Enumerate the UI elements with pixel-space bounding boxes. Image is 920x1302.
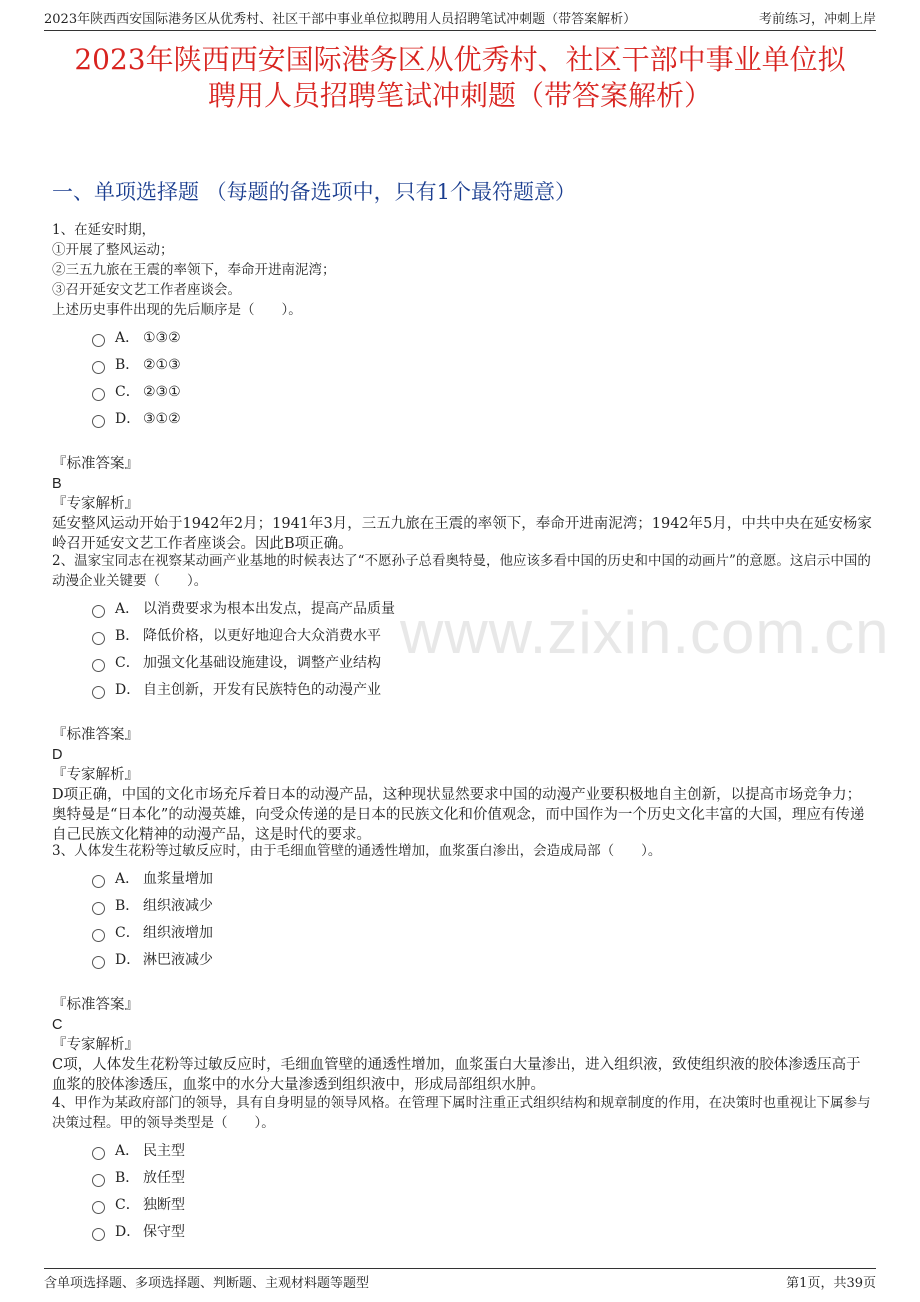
answer-label: 『标准答案』 [52, 997, 139, 1013]
header-doc-title: 2023年陕西西安国际港务区从优秀村、社区干部中事业单位拟聘用人员招聘笔试冲刺题（带答案解析） [44, 12, 637, 27]
option-letter: A． [115, 1142, 140, 1159]
radio-icon[interactable] [92, 632, 105, 645]
question-text-line: 3、人体发生花粉等过敏反应时，由于毛细血管壁的通透性增加，血浆蛋白渗出，会造成局部（ ）。 [52, 843, 662, 859]
option-text: 独断型 [143, 1196, 185, 1213]
option-d[interactable] [52, 946, 874, 973]
question-2 [52, 551, 874, 845]
explain-text: C项，人体发生花粉等过敏反应时，毛细血管壁的通透性增加，血浆蛋白大量渗出，进入组织液，致使组织液的胶体渗透压高于血浆的胶体渗透压，血浆中的水分大量渗透到组织液中，形成局部组织水肿。 [52, 1057, 861, 1093]
option-letter: B． [115, 897, 140, 914]
radio-icon[interactable] [92, 929, 105, 942]
radio-icon[interactable] [92, 902, 105, 915]
option-text: 血浆量增加 [143, 870, 213, 887]
option-letter: B． [115, 627, 140, 644]
answer-value: D [52, 747, 63, 763]
option-letter: B． [115, 356, 140, 373]
document-title [40, 42, 880, 114]
option-letter: D． [115, 1223, 141, 1240]
option-a[interactable] [52, 595, 874, 622]
radio-icon[interactable] [92, 686, 105, 699]
option-b[interactable] [52, 622, 874, 649]
option-text: ②③① [143, 383, 181, 400]
option-d[interactable] [52, 1218, 874, 1245]
answer-block [52, 725, 874, 785]
option-c[interactable] [52, 919, 874, 946]
question-text-line: 上述历史事件出现的先后顺序是（ ）。 [52, 302, 302, 318]
question-text-line: 4、甲作为某政府部门的领导，具有自身明显的领导风格。在管理下属时注重正式组织结构和规章制度的作用，在决策时也重视让下属参与决策过程。甲的领导类型是（ ）。 [52, 1095, 871, 1131]
option-d[interactable] [52, 405, 874, 432]
question-text-line: ③召开延安文艺工作者座谈会。 [52, 282, 241, 298]
option-letter: C． [115, 1196, 140, 1213]
explain-label: 『专家解析』 [52, 496, 139, 512]
document-title-line-1: 2023年陕西西安国际港务区从优秀村、社区干部中事业单位拟 [74, 43, 846, 76]
option-letter: C． [115, 654, 140, 671]
option-letter: D． [115, 951, 141, 968]
option-a[interactable] [52, 324, 874, 351]
option-letter: A． [115, 600, 140, 617]
page-number: 第1页，共39页 [786, 1276, 876, 1291]
footer-question-types: 含单项选择题、多项选择题、判断题、主观材料题等题型 [44, 1276, 370, 1291]
radio-icon[interactable] [92, 1174, 105, 1187]
explain-text: 延安整风运动开始于1942年2月；1941年3月，三五九旅在王震的率领下，奉命开进南泥湾；1942年5月，中共中央在延安杨家岭召开延安文艺工作者座谈会。因此B项正确。 [52, 516, 872, 552]
explain-label: 『专家解析』 [52, 1037, 139, 1053]
question-text-line: ②三五九旅在王震的率领下，奉命开进南泥湾； [52, 262, 336, 278]
option-list [52, 324, 874, 432]
radio-icon[interactable] [92, 361, 105, 374]
option-text: 保守型 [143, 1223, 185, 1240]
answer-label: 『标准答案』 [52, 727, 139, 743]
radio-icon[interactable] [92, 605, 105, 618]
radio-icon[interactable] [92, 334, 105, 347]
answer-value: C [52, 1017, 63, 1033]
option-text: 放任型 [143, 1169, 185, 1186]
question-text-line: 2、温家宝同志在视察某动画产业基地的时候表达了“不愿孙子总看奥特曼，他应该多看中国的历史和中国的动画片”的意愿。这启示中国的动漫企业关键要（ ）。 [52, 553, 871, 589]
option-b[interactable] [52, 1164, 874, 1191]
option-text: ②①③ [143, 356, 181, 373]
answer-block [52, 454, 874, 514]
radio-icon[interactable] [92, 956, 105, 969]
option-b[interactable] [52, 892, 874, 919]
radio-icon[interactable] [92, 415, 105, 428]
option-text: 淋巴液减少 [143, 951, 213, 968]
option-letter: A． [115, 329, 140, 346]
option-text: 组织液减少 [143, 897, 213, 914]
option-text: 民主型 [143, 1142, 185, 1159]
option-b[interactable] [52, 351, 874, 378]
option-c[interactable] [52, 378, 874, 405]
option-c[interactable] [52, 649, 874, 676]
answer-block [52, 995, 874, 1055]
answer-value: B [52, 476, 62, 492]
explain-text: D项正确，中国的文化市场充斥着日本的动漫产品，这种现状显然要求中国的动漫产业要积极地自主创新，以提高市场竞争力；奥特曼是“日本化”的动漫英雄，向受众传递的是日本的民族文化和价值观念，而中国作为一个历史文化丰富的大国，理应有传递自己民族文化精神的动漫产品，这是时代的要求。 [52, 787, 865, 843]
radio-icon[interactable] [92, 1228, 105, 1241]
radio-icon[interactable] [92, 659, 105, 672]
page-header [44, 8, 876, 31]
document-title-line-2: 聘用人员招聘笔试冲刺题（带答案解析） [207, 79, 712, 112]
answer-label: 『标准答案』 [52, 456, 139, 472]
page-footer [44, 1268, 876, 1291]
radio-icon[interactable] [92, 1201, 105, 1214]
question-3 [52, 841, 874, 1095]
watermark: www.zixin.com.cn [400, 599, 890, 666]
option-letter: C． [115, 383, 140, 400]
option-text: 降低价格，以更好地迎合大众消费水平 [143, 627, 381, 644]
section-heading: 一、单项选择题 （每题的备选项中，只有1个最符题意） [52, 180, 577, 204]
option-letter: B． [115, 1169, 140, 1186]
explain-label: 『专家解析』 [52, 767, 139, 783]
option-letter: D． [115, 681, 141, 698]
option-letter: C． [115, 924, 140, 941]
option-text: 以消费要求为根本出发点，提高产品质量 [143, 600, 395, 617]
radio-icon[interactable] [92, 1147, 105, 1160]
option-text: 组织液增加 [143, 924, 213, 941]
option-d[interactable] [52, 676, 874, 703]
option-list [52, 595, 874, 703]
question-text-line: ①开展了整风运动； [52, 242, 174, 258]
question-text-line: 1、在延安时期， [52, 222, 156, 238]
option-letter: D． [115, 410, 141, 427]
option-a[interactable] [52, 1137, 874, 1164]
option-text: 自主创新，开发有民族特色的动漫产业 [143, 681, 381, 698]
option-c[interactable] [52, 1191, 874, 1218]
option-letter: A． [115, 870, 140, 887]
radio-icon[interactable] [92, 875, 105, 888]
option-list [52, 865, 874, 973]
question-4 [52, 1093, 874, 1245]
question-1 [52, 220, 874, 554]
option-text: ③①② [143, 410, 181, 427]
option-list [52, 1137, 874, 1245]
option-text: 加强文化基础设施建设，调整产业结构 [143, 654, 381, 671]
radio-icon[interactable] [92, 388, 105, 401]
option-a[interactable] [52, 865, 874, 892]
header-slogan: 考前练习，冲刺上岸 [758, 12, 876, 27]
option-text: ①③② [143, 329, 181, 346]
